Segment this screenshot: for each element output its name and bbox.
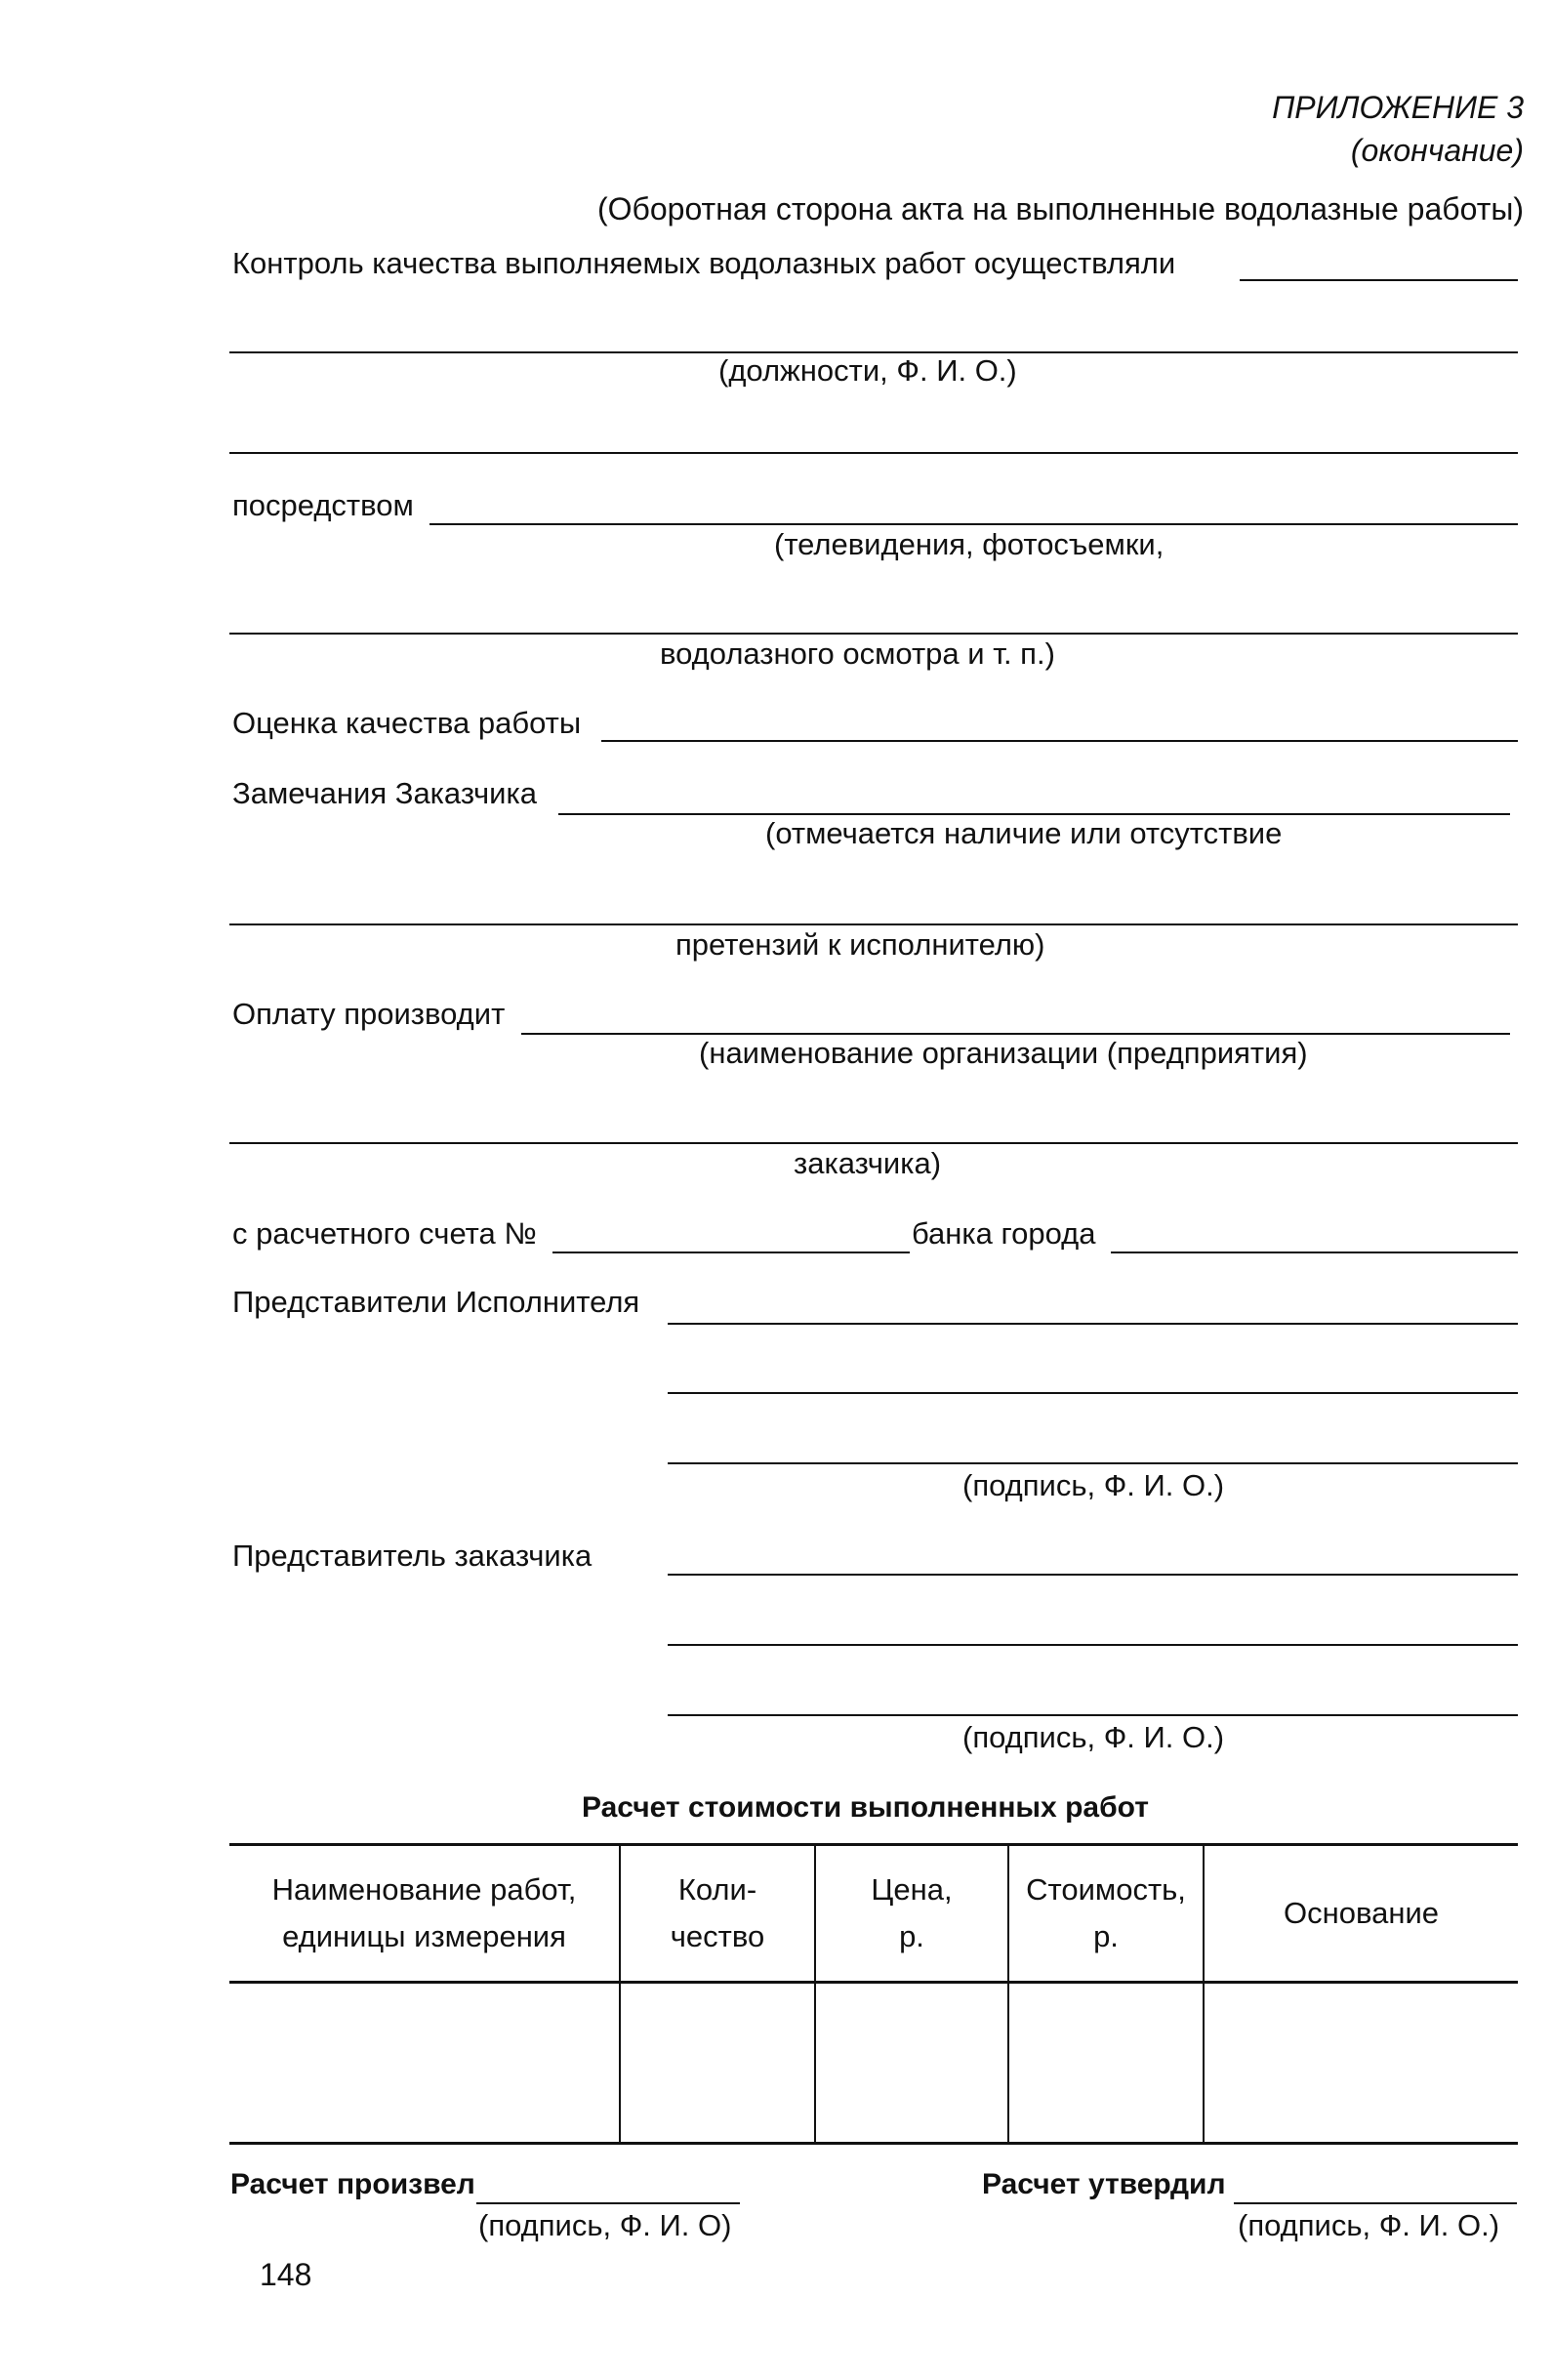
by-means-field[interactable] — [429, 523, 1518, 525]
calc-made-hint: (подпись, Ф. И. О) — [478, 2208, 732, 2242]
col-header-name — [229, 1845, 620, 1983]
calc-made-field[interactable] — [476, 2202, 740, 2204]
cell-basis[interactable] — [1204, 1983, 1518, 2144]
quality-assessment-field[interactable] — [601, 740, 1518, 742]
appendix-ending: (окончание) — [1350, 133, 1524, 168]
col-header-qty — [620, 1845, 815, 1983]
customer-remarks-field-2[interactable] — [229, 923, 1518, 925]
quality-control-field-3[interactable] — [229, 452, 1518, 454]
customer-remarks-label: Замечания Заказчика — [232, 776, 537, 810]
calculation-table — [229, 1843, 1518, 2145]
payer-field-2[interactable] — [229, 1142, 1518, 1144]
cell-cost[interactable] — [1008, 1983, 1204, 2144]
customer-rep-field-3[interactable] — [668, 1714, 1518, 1716]
hint-payer-2: заказчика) — [794, 1146, 942, 1180]
customer-rep-label: Представитель заказчика — [232, 1539, 593, 1573]
customer-rep-field-1[interactable] — [668, 1574, 1518, 1576]
cell-price[interactable] — [815, 1983, 1008, 2144]
calculation-title: Расчет стоимости выполненных работ — [582, 1791, 1149, 1824]
table-row — [229, 1983, 1518, 2144]
quality-control-field[interactable] — [1240, 279, 1518, 281]
cell-name[interactable] — [229, 1983, 620, 2144]
col-basis-label: Основание — [1283, 1896, 1439, 1930]
hint-positions: (должности, Ф. И. О.) — [718, 353, 1017, 388]
payer-label: Оплату производит — [232, 997, 506, 1031]
calc-approved-hint: (подпись, Ф. И. О.) — [1238, 2208, 1500, 2242]
col-price-line-1: Цена, — [871, 1872, 953, 1907]
contractor-rep-field-1[interactable] — [668, 1323, 1518, 1325]
hint-customer-signature: (подпись, Ф. И. О.) — [962, 1720, 1225, 1754]
hint-remarks-2: претензий к исполнителю) — [675, 927, 1045, 962]
calc-approved-label: Расчет утвердил — [982, 2168, 1226, 2200]
payer-field[interactable] — [521, 1033, 1510, 1035]
hint-remarks-1: (отмечается наличие или отсутствие — [765, 816, 1283, 850]
table-header-row — [229, 1845, 1518, 1983]
hint-means-2: водолазного осмотра и т. п.) — [660, 636, 1055, 671]
col-header-cost — [1008, 1845, 1204, 1983]
col-cost-line-1: Стоимость, — [1026, 1872, 1186, 1907]
calc-made-label: Расчет произвел — [230, 2168, 475, 2200]
col-name-line-1: Наименование работ, — [271, 1872, 577, 1907]
col-name-line-2: единицы измерения — [282, 1919, 566, 1953]
by-means-field-2[interactable] — [229, 633, 1518, 635]
page-subtitle: (Оборотная сторона акта на выполненные водолазные работы) — [596, 191, 1524, 226]
quality-control-label: Контроль качества выполняемых водолазных работ осуществляли — [232, 246, 1176, 280]
hint-contractor-signature: (подпись, Ф. И. О.) — [962, 1468, 1225, 1502]
hint-payer-1: (наименование организации (предприятия) — [699, 1036, 1308, 1070]
contractor-reps-label: Представители Исполнителя — [232, 1285, 640, 1319]
account-field[interactable] — [552, 1252, 910, 1253]
col-price-line-2: р. — [899, 1919, 924, 1953]
col-qty-line-2: чество — [670, 1919, 765, 1953]
bank-city-label: банка города — [912, 1216, 1096, 1251]
calc-approved-field[interactable] — [1234, 2202, 1517, 2204]
col-cost-line-2: р. — [1093, 1919, 1119, 1953]
col-header-basis — [1204, 1845, 1518, 1983]
customer-rep-field-2[interactable] — [668, 1644, 1518, 1646]
page-number: 148 — [260, 2257, 312, 2292]
bank-city-field[interactable] — [1111, 1252, 1518, 1253]
account-label: с расчетного счета № — [232, 1216, 537, 1251]
hint-means-1: (телевидения, фотосъемки, — [774, 527, 1165, 561]
cell-qty[interactable] — [620, 1983, 815, 2144]
col-header-price — [815, 1845, 1008, 1983]
appendix-label: ПРИЛОЖЕНИЕ 3 — [1272, 90, 1524, 125]
contractor-rep-field-2[interactable] — [668, 1392, 1518, 1394]
contractor-rep-field-3[interactable] — [668, 1462, 1518, 1464]
col-qty-line-1: Коли- — [677, 1872, 757, 1907]
quality-assessment-label: Оценка качества работы — [232, 706, 582, 740]
customer-remarks-field[interactable] — [558, 813, 1510, 815]
by-means-label: посредством — [232, 488, 414, 522]
